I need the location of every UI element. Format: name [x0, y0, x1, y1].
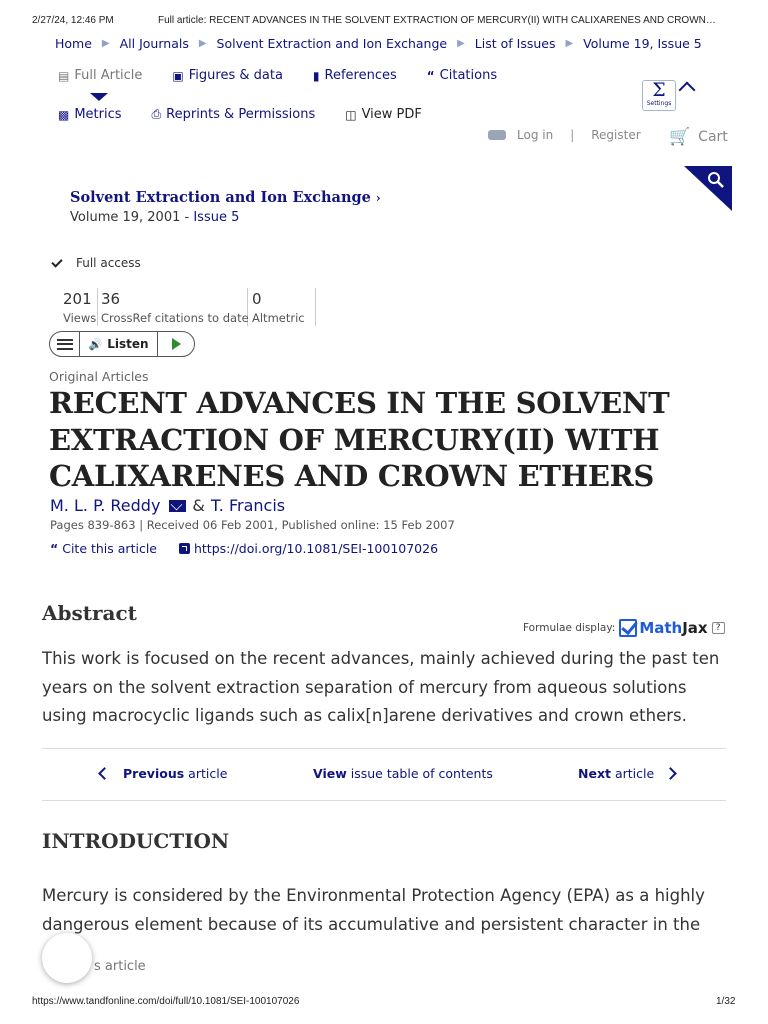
access-label: Full access [76, 256, 141, 270]
author-separator: & [192, 496, 205, 515]
listen-label: Listen [107, 337, 149, 351]
breadcrumb-separator-icon: ▶ [198, 38, 207, 49]
tab-references[interactable] [313, 68, 397, 83]
breadcrumb-journal[interactable]: Solvent Extraction and Ion Exchange [216, 36, 448, 51]
external-link-icon [179, 543, 190, 554]
tab-figures-data-label: Figures & data [188, 68, 283, 83]
breadcrumb [55, 36, 702, 51]
chevron-left-icon [98, 767, 111, 780]
tab-reprints-permissions[interactable] [152, 107, 316, 122]
doi-link[interactable]: https://doi.org/10.1081/SEI-100107026 [193, 541, 439, 556]
listen-button[interactable] [80, 332, 158, 356]
volume-line [70, 210, 239, 225]
envelope-icon[interactable] [169, 500, 186, 512]
metric-altmetric-value: 0 [252, 290, 262, 308]
metric-citations-label: CrossRef citations to date [101, 311, 249, 325]
chevron-right-icon: › [375, 191, 381, 205]
mathjax-logo-jax: Jax [682, 619, 708, 637]
previous-bold: Previous [123, 766, 185, 781]
view-pdf-label: View PDF [361, 107, 422, 122]
search-corner-shape [684, 166, 732, 211]
account-separator: | [570, 128, 575, 142]
breadcrumb-list-of-issues[interactable]: List of Issues [474, 36, 556, 51]
journal-link[interactable] [70, 189, 381, 206]
play-button[interactable] [158, 338, 194, 350]
journal-name: Solvent Extraction and Ion Exchange [70, 189, 371, 206]
floating-article-label: s article [94, 959, 146, 974]
menu-icon [57, 339, 73, 350]
check-icon [51, 256, 62, 267]
tab-metrics-label: Metrics [74, 107, 122, 122]
next-article-link[interactable] [578, 766, 675, 781]
author-link[interactable]: M. L. P. Reddy [50, 496, 161, 515]
printer-icon: ⎙ [151, 107, 162, 121]
cart-label: Cart [698, 129, 728, 145]
chevron-up-icon[interactable] [679, 82, 696, 99]
next-rest: article [614, 766, 655, 781]
tab-full-article-label: Full Article [74, 68, 143, 83]
tab-metrics[interactable] [58, 107, 122, 122]
tab-full-article[interactable] [58, 68, 142, 83]
metric-altmetric[interactable] [248, 288, 316, 326]
pdf-icon: ◫ [345, 107, 357, 122]
article-tabs [58, 68, 527, 83]
divider [42, 800, 726, 801]
breadcrumb-issue[interactable]: Volume 19, Issue 5 [583, 36, 702, 51]
settings-button[interactable] [642, 80, 676, 111]
print-url: https://www.tandfonline.com/doi/full/10.1081/SEI-100107026 [32, 996, 300, 1007]
login-link[interactable]: Log in [517, 128, 554, 142]
article-links [50, 541, 438, 556]
floating-action-button[interactable] [42, 933, 92, 983]
cart-icon: 🛒 [669, 127, 691, 147]
speaker-icon: 🔊 [88, 337, 103, 351]
previous-rest: article [188, 766, 228, 781]
metrics-bar [62, 288, 316, 326]
tab-references-label: References [324, 68, 397, 83]
author-link[interactable]: T. Francis [210, 496, 286, 515]
listen-menu-button[interactable] [50, 332, 80, 356]
cite-article-link[interactable]: Cite this article [62, 541, 157, 556]
view-rest: issue table of contents [350, 766, 493, 781]
chevron-right-icon [664, 767, 677, 780]
quote-icon: “ [50, 541, 59, 556]
author-list [50, 496, 285, 515]
view-pdf-link[interactable] [345, 107, 422, 122]
print-doc-title: Full article: RECENT ADVANCES IN THE SOLVENT EXTRACTION OF MERCURY(II) WITH CALIXARENES AND CROWN… [158, 15, 716, 26]
play-icon [172, 338, 181, 350]
next-bold: Next [578, 766, 611, 781]
volume-text: Volume 19, 2001 - [70, 210, 194, 225]
article-title: RECENT ADVANCES IN THE SOLVENT EXTRACTION OF MERCURY(II) WITH CALIXARENES AND CROWN ETHERS [49, 386, 670, 493]
book-icon: ▮ [312, 68, 320, 83]
print-page-count: 1/32 [716, 996, 736, 1007]
issue-link[interactable]: Issue 5 [193, 210, 240, 225]
tab-reprints-label: Reprints & Permissions [166, 107, 316, 122]
print-datetime: 2/27/24, 12:46 PM [32, 15, 114, 26]
formulae-display [523, 619, 725, 637]
register-link[interactable]: Register [591, 128, 641, 142]
listen-player [49, 331, 195, 357]
metric-views-value: 201 [63, 290, 92, 308]
search-corner-button[interactable] [684, 166, 732, 211]
tab-citations-label: Citations [439, 68, 498, 83]
access-status [52, 256, 141, 270]
sigma-icon: Σ [652, 79, 666, 101]
breadcrumb-separator-icon: ▶ [457, 38, 465, 49]
abstract-text: This work is focused on the recent advances, mainly achieved during the past ten years on the solvent extraction separation of mercury from aqueous solutions using macrocyclic ligands such as calix[n]arene derivatives and crown ethers. [42, 649, 720, 725]
settings-label: Settings [646, 100, 672, 107]
publication-info: Pages 839-863 | Received 06 Feb 2001, Published online: 15 Feb 2007 [50, 518, 455, 532]
divider [42, 748, 726, 749]
article-tools [58, 107, 452, 122]
help-icon[interactable]: ? [712, 622, 725, 634]
checkbox-checked-icon [619, 619, 637, 637]
file-icon: ▤ [58, 68, 70, 83]
cart-link[interactable] [669, 127, 728, 147]
bar-chart-icon: ▩ [58, 107, 70, 122]
mathjax-logo-math: Math [639, 619, 683, 637]
abstract-heading: Abstract [42, 601, 137, 625]
tab-figures-data[interactable] [172, 68, 283, 83]
tab-citations[interactable] [427, 68, 497, 83]
metric-altmetric-label: Altmetric [252, 311, 305, 325]
breadcrumb-separator-icon: ▶ [101, 38, 110, 49]
introduction-heading: INTRODUCTION [42, 829, 230, 853]
view-bold: View [313, 766, 347, 781]
previous-article-link[interactable] [100, 766, 227, 781]
active-tab-indicator-icon [90, 93, 108, 101]
metric-citations-value: 36 [101, 290, 121, 308]
quote-icon: “ [426, 68, 435, 83]
breadcrumb-home[interactable]: Home [55, 36, 92, 51]
metric-views [62, 288, 98, 326]
issue-toc-link[interactable] [313, 766, 493, 781]
metric-views-label: Views [63, 311, 97, 325]
user-icon [488, 130, 506, 140]
article-type: Original Articles [49, 369, 149, 384]
image-icon: ▣ [172, 68, 184, 83]
metric-citations[interactable] [98, 288, 248, 326]
breadcrumb-separator-icon: ▶ [565, 38, 574, 49]
introduction-text: Mercury is considered by the Environmental Protection Agency (EPA) as a highly dangerous element because of its accumulative and persistent character in the [42, 886, 705, 934]
account-links [488, 128, 641, 142]
formulae-label: Formulae display: [523, 622, 616, 634]
breadcrumb-all-journals[interactable]: All Journals [119, 36, 189, 51]
mathjax-toggle[interactable] [619, 619, 724, 637]
